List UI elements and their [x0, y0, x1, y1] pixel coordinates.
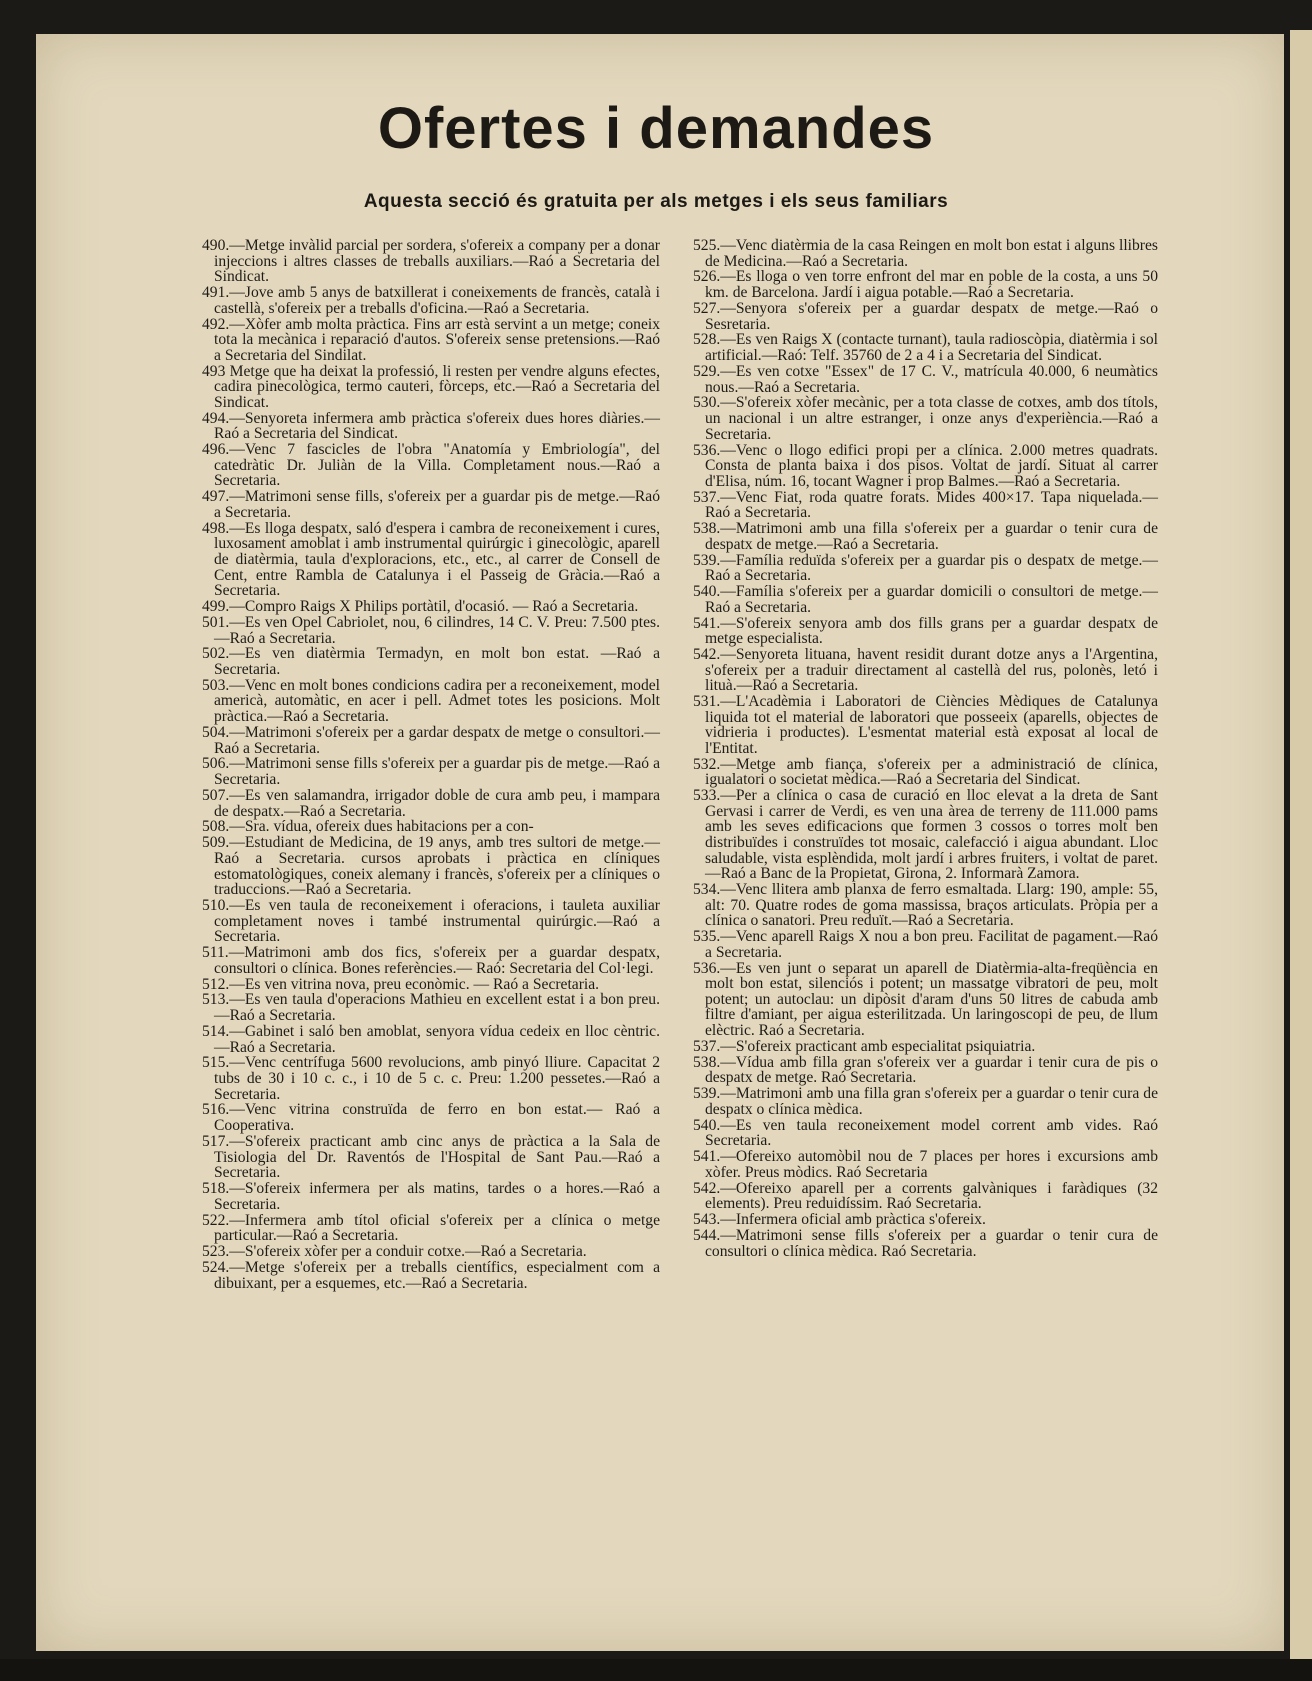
classified-ad: 492.—Xòfer amb molta pràctica. Fins arr està servint a un metge; coneix tota la mecànica i reparació d'autos. S'ofereix sense pretensions.—Raó a Secretaria del Sindilat.	[202, 315, 660, 364]
classified-ad: 518.—S'ofereix infermera per als matins, tardes o a hores.—Raó a Secretaria.	[202, 1180, 660, 1213]
classified-ad: 538.—Vídua amb filla gran s'ofereix ver a guardar i tenir cura de pis o despatx de metge. Raó Secretaria.	[693, 1053, 1158, 1087]
classified-ad: 537.—Venc Fiat, roda quatre forats. Mides 400×17. Tapa niquelada.—Raó a Secretaria.	[693, 488, 1158, 522]
classified-ad: 542.—Senyoreta lituana, havent residit durant dotze anys a l'Argentina, s'ofereix per a traduir directament al castellà del rus, polonès, letó i lituà.—Raó a Secretaria.	[693, 646, 1158, 695]
classified-ad: 514.—Gabinet i saló ben amoblat, senyora vídua cedeix en lloc cèntric.—Raó a Secretaria.	[202, 1022, 660, 1056]
classified-ad: 539.—Família reduïda s'ofereix per a guardar pis o despatx de metge.—Raó a Secretaria.	[693, 551, 1158, 585]
classified-ad: 538.—Matrimoni amb una filla s'ofereix per a guardar o tenir cura de despatx de metge.—Raó a Secretaria.	[693, 520, 1158, 553]
page-title: Ofertes i demandes	[377, 96, 935, 161]
classified-ad: 539.—Matrimoni amb una filla gran s'ofereix per a guardar o tenir cura de despatx o clínica mèdica.	[693, 1085, 1158, 1118]
classified-ad: 504.—Matrimoni s'ofereix per a gardar despatx de metge o consultori.—Raó a Secretaria.	[202, 723, 660, 757]
classified-ad: 490.—Metge invàlid parcial per sordera, s'ofereix a company per a donar injeccions i altres classes de treballs auxiliars.—Raó a Secretaria del Sindicat.	[202, 237, 660, 286]
classified-ad: 523.—S'ofereix xòfer per a conduir cotxe.—Raó a Secretaria.	[202, 1243, 587, 1261]
page-subtitle: Aquesta secció és gratuita per als metges i els seus familiars	[363, 191, 949, 212]
classified-ad: 494.—Senyoreta infermera amb pràctica s'ofereix dues hores diàries.—Raó a Secretaria del Sindicat.	[202, 409, 660, 443]
classified-ad: 511.—Matrimoni amb dos fics, s'ofereix per a guardar despatx, consultori o clínica. Bones referències.— Raó: Secretaria del Col·legi.	[202, 944, 660, 977]
classified-ad: 517.—S'ofereix practicant amb cinc anys de pràctica a la Sala de Tisiologia del Dr. Raventós de l'Hospital de Sant Pau.—Raó a Secretaria.	[202, 1132, 660, 1182]
classified-ad: 536.—Venc o llogo edifici propi per a clínica. 2.000 metres quadrats. Consta de planta baixa i dos pisos. Voltat de jardí. Situat al carrer d'Elisa, núm. 16, tocant Wagner i prop Balmes.—Raó a Secretaria.	[693, 441, 1158, 490]
classified-ad: 537.—S'ofereix practicant amb especialitat psiquiatria.	[693, 1037, 1036, 1055]
classified-ad: 533.—Per a clínica o casa de curació en lloc elevat a la dreta de Sant Gervasi i carrer de Verdi, es ven una àrea de terreny de 111.000 pams amb les seves edificacions que formen 3 cossos o torres molt ben distribuïdes i construïdes tot mosaic, calefacció i aigua abundant. Lloc saludable, vista esplèndida, molt jardí i arbres fruiters, i voltat de paret.—Raó a Banc de la Propietat, Girona, 2. Informarà Zamora.	[693, 787, 1158, 883]
classified-ad: 491.—Jove amb 5 anys de batxillerat i coneixements de francès, català i castellà, s'ofereix per a treballs d'oficina.—Raó a Secretaria.	[202, 284, 660, 317]
classified-ad: 536.—Es ven junt o separat un aparell de Diatèrmia-alta-freqüència en molt bon estat, silenciós i potent; un massatge vibratori de peu, molt potent; un autoclau: un dipòsit d'aram d'uns 50 litres de cabuda amb filtre d'amiant, per aigua esterilitzada. Un laringoscopi de peu, de llum elèctric. Raó a Secretaria.	[693, 959, 1158, 1040]
classified-ad: 509.—Estudiant de Medicina, de 19 anys, amb tres sultori de metge.—Raó a Secretaria. cursos aprobats i pràctica en clíniques estomatològiques, coneix alemany i francès, s'ofereix per a clíniques o traduccions.—Raó a Secretaria.	[202, 834, 660, 899]
classified-ad: 529.—Es ven cotxe "Essex" de 17 C. V., matrícula 40.000, 6 neumàtics nous.—Raó a Secretaria.	[693, 362, 1158, 396]
classified-ad: 516.—Venc vitrina construïda de ferro en bon estat.— Raó a Cooperativa.	[202, 1101, 660, 1135]
classified-ad: 524.—Metge s'ofereix per a treballs científics, especialment com a dibuixant, per a esquemes, etc.—Raó a Secretaria.	[202, 1258, 660, 1292]
classified-ad: 541.—S'ofereix senyora amb dos fills grans per a guardar despatx de metge especialista.	[693, 614, 1158, 648]
left-column	[202, 238, 660, 1291]
classified-ad: 510.—Es ven taula de reconeixement i oferacions, i tauleta auxiliar completament noves i també instrumental quirúrgic.—Raó a Secretaria.	[202, 896, 660, 946]
right-column	[693, 238, 1158, 1260]
classified-ad: 534.—Venc llitera amb planxa de ferro esmaltada. Llarg: 190, ample: 55, alt: 70. Quatre rodes de goma massissa, braços articulats. Pròpia per a clínica o sanatori. Preu reduït.—Raó a Secretaria.	[693, 881, 1158, 930]
classified-ad: 522.—Infermera amb títol oficial s'ofereix per a clínica o metge particular.—Raó a Secretaria.	[202, 1211, 660, 1245]
classified-ad: 496.—Venc 7 fascicles de l'obra "Anatomía y Embriología", del catedràtic Dr. Juliàn de la Villa. Completament nous.—Raó a Secretaria.	[202, 441, 660, 490]
classified-ad: 497.—Matrimoni sense fills, s'ofereix per a guardar pis de metge.—Raó a Secretaria.	[202, 488, 660, 521]
scan-border	[0, 1659, 1312, 1681]
classified-ad: 508.—Sra. vídua, ofereix dues habitacions per a con-	[202, 818, 534, 836]
classified-ad: 498.—Es lloga despatx, saló d'espera i cambra de reconeixement i cures, luxosament amoblat i amb instrumental quirúrgic i ginecològic, aparell de diatèrmia, taula d'exploracions, etc., etc., al carrer de Consell de Cent, entre Rambla de Catalunya i el Passeig de Gràcia.—Raó a Secretaria.	[202, 519, 660, 600]
classified-ad: 501.—Es ven Opel Cabriolet, nou, 6 cilindres, 14 C. V. Preu: 7.500 ptes.—Raó a Secretaria.	[202, 613, 660, 647]
adjacent-page-edge	[1290, 30, 1312, 1660]
classified-ad: 493 Metge que ha deixat la professió, li resten per vendre alguns efectes, cadira pinecològica, termo cauteri, fòrceps, etc.—Raó a Secretaria del Sindicat.	[202, 362, 660, 411]
classified-ad: 507.—Es ven salamandra, irrigador doble de cura amb peu, i mampara de despatx.—Raó a Secretaria.	[202, 786, 660, 820]
classified-ad: 543.—Infermera oficial amb pràctica s'ofereix.	[693, 1211, 986, 1229]
classified-ad: 535.—Venc aparell Raigs X nou a bon preu. Facilitat de pagament.—Raó a Secretaria.	[693, 928, 1158, 961]
classified-ad: 532.—Metge amb fiança, s'ofereix per a administració de clínica, igualatori o societat mèdica.—Raó a Secretaria del Sindicat.	[693, 755, 1158, 789]
classified-ad: 526.—Es lloga o ven torre enfront del mar en poble de la costa, a uns 50 km. de Barcelona. Jardí i aigua potable.—Raó a Secretaria.	[693, 268, 1158, 302]
classified-ad: 503.—Venc en molt bones condicions cadira per a reconeixement, model americà, automàtic, en acer i pell. Admet totes les posicions. Molt pràctica.—Raó a Secretaria.	[202, 676, 660, 726]
classified-ad: 544.—Matrimoni sense fills s'ofereix per a guardar o tenir cura de consultori o clínica mèdica. Raó Secretaria.	[693, 1227, 1158, 1260]
classified-ad: 540.—Família s'ofereix per a guardar domicili o consultori de metge.—Raó a Secretaria.	[693, 583, 1158, 616]
classified-ad: 502.—Es ven diatèrmia Termadyn, en molt bon estat. —Raó a Secretaria.	[202, 645, 660, 678]
classified-ad: 527.—Senyora s'ofereix per a guardar despatx de metge.—Raó o Sesretaria.	[693, 299, 1158, 333]
classified-ad: 540.—Es ven taula reconeixement model corrent amb vides. Raó Secretaria.	[693, 1116, 1158, 1150]
classified-ad: 506.—Matrimoni sense fills s'ofereix per a guardar pis de metge.—Raó a Secretaria.	[202, 755, 660, 789]
classified-ad: 513.—Es ven taula d'operacions Mathieu en excellent estat i a bon preu.—Raó a Secretaria.	[202, 991, 660, 1025]
classified-ad: 530.—S'ofereix xòfer mecànic, per a tota classe de cotxes, amb dos títols, un nacional i un altre estranger, i onze anys d'experiència.—Raó a Secretaria.	[693, 394, 1158, 443]
classified-ad: 499.—Compro Raigs X Philips portàtil, d'ocasió. — Raó a Secretaria.	[202, 598, 639, 616]
classified-ad: 542.—Ofereixo aparell per a corrents galvàniques i faràdiques (32 elements). Preu reduidíssim. Raó Secretaria.	[693, 1179, 1158, 1213]
classified-ad: 531.—L'Acadèmia i Laboratori de Ciències Mèdiques de Catalunya liquida tot el material de laboratori que posseeix (aparells, objectes de vidrieria i productes). L'esmentat material està exposat al local de l'Entitat.	[693, 693, 1158, 757]
classified-ad: 528.—Es ven Raigs X (contacte turnant), taula radioscòpia, diatèrmia i sol artificial.—Raó: Telf. 35760 de 2 a 4 i a Secretaria del Sindicat.	[693, 331, 1158, 365]
classified-ad: 541.—Ofereixo automòbil nou de 7 places per hores i excursions amb xòfer. Preus mòdics. Raó Secretaria	[693, 1148, 1158, 1181]
classified-ad: 525.—Venc diatèrmia de la casa Reingen en molt bon estat i alguns llibres de Medicina.—Raó a Secretaria.	[693, 237, 1158, 270]
classified-ad: 512.—Es ven vitrina nova, preu econòmic. — Raó a Secretaria.	[202, 975, 600, 993]
classified-ad: 515.—Venc centrífuga 5600 revolucions, amb pinyó lliure. Capacitat 2 tubs de 30 i 10 c. c., i 10 de 5 c. c. Preu: 1.200 pessetes.—Raó a Secretaria.	[202, 1054, 660, 1103]
